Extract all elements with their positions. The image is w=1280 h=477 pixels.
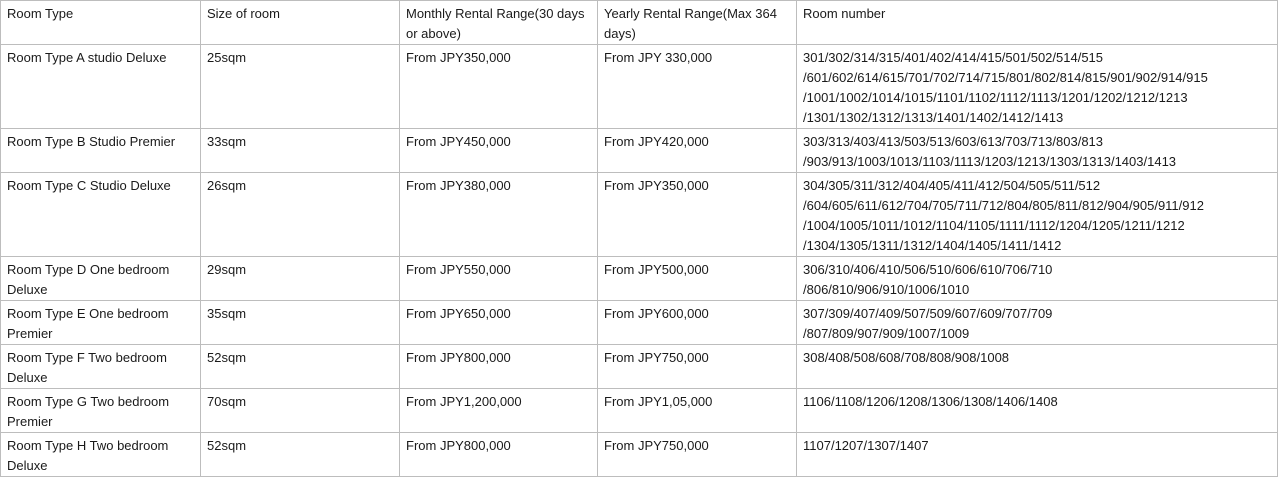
cell-room-numbers (797, 129, 1278, 173)
cell-room-type: Room Type D One bedroom Deluxe (1, 257, 201, 301)
room-number-line: 304/305/311/312/404/405/411/412/504/505/511/512 (803, 178, 1101, 193)
room-number-line: 306/310/406/410/506/510/606/610/706/710 (803, 262, 1053, 277)
room-number-line: /1301/1302/1312/1313/1401/1402/1412/1413 (803, 110, 1064, 125)
cell-size-of-room: 52sqm (201, 345, 400, 389)
header-yearly-rental-range: Yearly Rental Range(Max 364 days) (598, 1, 797, 45)
cell-monthly-rental: From JPY350,000 (400, 45, 598, 129)
cell-monthly-rental: From JPY800,000 (400, 345, 598, 389)
cell-room-type: Room Type H Two bedroom Deluxe (1, 433, 201, 477)
cell-monthly-rental: From JPY550,000 (400, 257, 598, 301)
table-row (1, 129, 1278, 173)
room-number-line: /1004/1005/1011/1012/1104/1105/1111/1112/1204/1205/1211/1212 (803, 218, 1185, 233)
room-number-line: /601/602/614/615/701/702/714/715/801/802/814/815/901/902/914/915 (803, 70, 1208, 85)
cell-size-of-room: 26sqm (201, 173, 400, 257)
cell-monthly-rental: From JPY800,000 (400, 433, 598, 477)
cell-room-type: Room Type A studio Deluxe (1, 45, 201, 129)
cell-yearly-rental: From JPY 330,000 (598, 45, 797, 129)
cell-size-of-room: 29sqm (201, 257, 400, 301)
table-row (1, 45, 1278, 129)
table-row (1, 301, 1278, 345)
room-number-line: /807/809/907/909/1007/1009 (803, 326, 970, 341)
cell-yearly-rental: From JPY350,000 (598, 173, 797, 257)
cell-room-numbers (797, 301, 1278, 345)
cell-monthly-rental: From JPY650,000 (400, 301, 598, 345)
cell-room-type: Room Type B Studio Premier (1, 129, 201, 173)
room-number-line: 301/302/314/315/401/402/414/415/501/502/514/515 (803, 50, 1104, 65)
cell-size-of-room: 33sqm (201, 129, 400, 173)
cell-room-numbers (797, 45, 1278, 129)
cell-size-of-room: 70sqm (201, 389, 400, 433)
header-room-number: Room number (797, 1, 1278, 45)
room-number-line: 308/408/508/608/708/808/908/1008 (803, 350, 1010, 365)
table-row (1, 345, 1278, 389)
table-body (1, 45, 1278, 477)
table-row (1, 257, 1278, 301)
cell-yearly-rental: From JPY420,000 (598, 129, 797, 173)
room-number-line: /806/810/906/910/1006/1010 (803, 282, 970, 297)
room-number-line: /1304/1305/1311/1312/1404/1405/1411/1412 (803, 238, 1062, 253)
room-number-line: /903/913/1003/1013/1103/1113/1203/1213/1303/1313/1403/1413 (803, 154, 1177, 169)
cell-room-type: Room Type C Studio Deluxe (1, 173, 201, 257)
room-number-line: 1106/1108/1206/1208/1306/1308/1406/1408 (803, 394, 1058, 409)
cell-yearly-rental: From JPY1,05,000 (598, 389, 797, 433)
room-number-line: 303/313/403/413/503/513/603/613/703/713/803/813 (803, 134, 1104, 149)
table-header-row (1, 1, 1278, 45)
cell-monthly-rental: From JPY450,000 (400, 129, 598, 173)
cell-size-of-room: 52sqm (201, 433, 400, 477)
cell-room-type: Room Type E One bedroom Premier (1, 301, 201, 345)
cell-monthly-rental: From JPY1,200,000 (400, 389, 598, 433)
header-monthly-rental-range: Monthly Rental Range(30 days or above) (400, 1, 598, 45)
cell-monthly-rental: From JPY380,000 (400, 173, 598, 257)
room-number-line: /604/605/611/612/704/705/711/712/804/805/811/812/904/905/911/912 (803, 198, 1204, 213)
cell-room-numbers (797, 257, 1278, 301)
cell-room-numbers (797, 345, 1278, 389)
cell-room-numbers (797, 173, 1278, 257)
header-size-of-room: Size of room (201, 1, 400, 45)
cell-yearly-rental: From JPY600,000 (598, 301, 797, 345)
room-number-line: 1107/1207/1307/1407 (803, 438, 929, 453)
cell-yearly-rental: From JPY500,000 (598, 257, 797, 301)
cell-room-type: Room Type G Two bedroom Premier (1, 389, 201, 433)
cell-yearly-rental: From JPY750,000 (598, 433, 797, 477)
cell-size-of-room: 35sqm (201, 301, 400, 345)
room-number-line: 307/309/407/409/507/509/607/609/707/709 (803, 306, 1053, 321)
cell-room-type: Room Type F Two bedroom Deluxe (1, 345, 201, 389)
table-row (1, 173, 1278, 257)
cell-size-of-room: 25sqm (201, 45, 400, 129)
cell-room-numbers (797, 389, 1278, 433)
header-room-type: Room Type (1, 1, 201, 45)
table-row (1, 389, 1278, 433)
table-row (1, 433, 1278, 477)
cell-yearly-rental: From JPY750,000 (598, 345, 797, 389)
room-number-line: /1001/1002/1014/1015/1101/1102/1112/1113/1201/1202/1212/1213 (803, 90, 1188, 105)
cell-room-numbers (797, 433, 1278, 477)
